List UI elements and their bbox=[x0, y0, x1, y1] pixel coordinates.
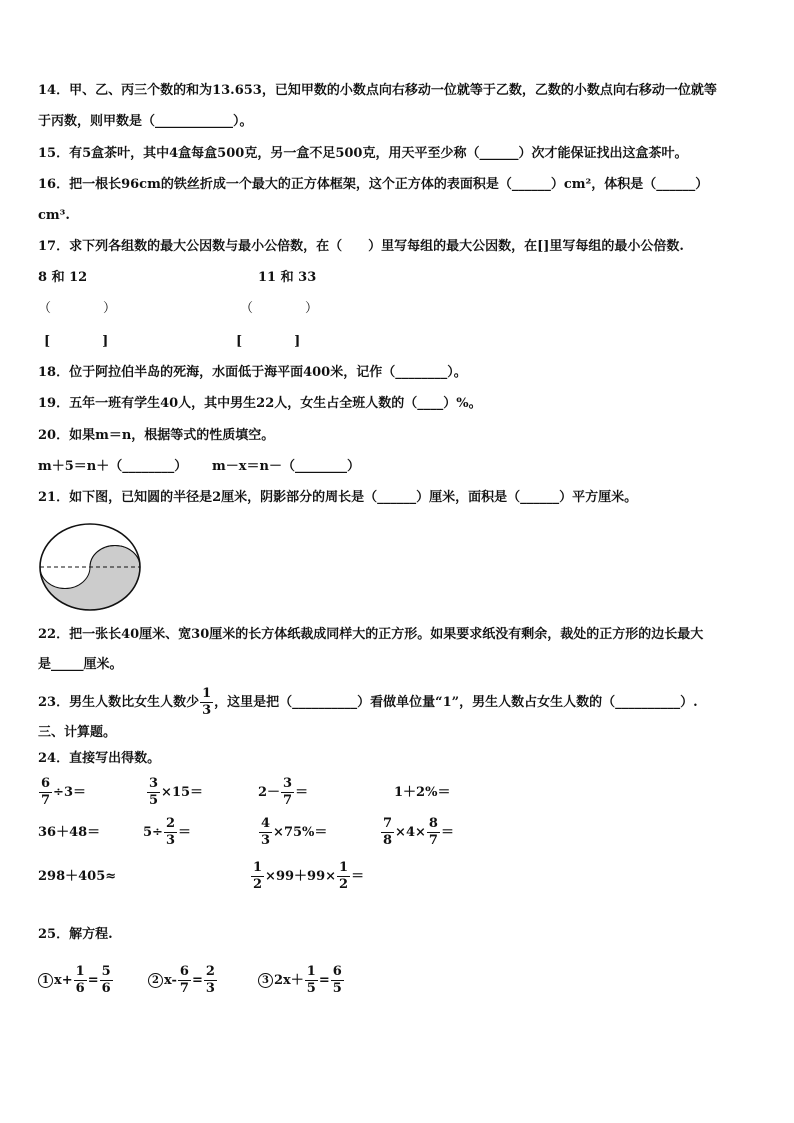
q24-r1-c: 2－ $\frac{3}{7}$ ＝ bbox=[258, 776, 309, 808]
q20-eq2: m－x＝n－（________） bbox=[212, 459, 360, 474]
q24-r1-d: 1＋2%＝ bbox=[394, 785, 451, 800]
circled-number-2: 2 bbox=[148, 973, 163, 988]
q25-eq1: 1 x+ $\frac{1}{6}$ = $\frac{5}{6}$ bbox=[38, 964, 114, 998]
section-3-title: 三、计算题。 bbox=[38, 725, 117, 740]
q16-line1: 16．把一根长96cm的铁丝折成一个最大的正方体框架，这个正方体的表面积是（______）cm²，体积是（______） bbox=[38, 177, 709, 192]
q23-fraction: $\frac{1}{3}$ bbox=[202, 686, 212, 718]
q20-eq1: m＋5＝n＋（________） bbox=[38, 459, 188, 474]
q24-r3-b: $\frac{1}{2}$ ×99＋99× $\frac{1}{2}$ ＝ bbox=[253, 860, 365, 892]
q22-line1: 22．把一张长40厘米、宽30厘米的长方体纸裁成同样大的正方形。如果要求纸没有剩余，裁处的正方形的边长最大 bbox=[38, 627, 704, 642]
circled-number-3: 3 bbox=[258, 973, 273, 988]
q24-r2-b: 5÷ $\frac{2}{3}$ ＝ bbox=[143, 816, 192, 848]
q17-group1-bracket: [ ] bbox=[44, 334, 109, 349]
q15-text: 15．有5盒茶叶，其中4盒每盒500克，另一盒不足500克，用天平至少称（______）次才能保证找出这盒茶叶。 bbox=[38, 146, 688, 161]
q23-after: ，这里是把（__________）看做单位量“1”，男生人数占女生人数的（__________）. bbox=[214, 695, 698, 710]
q20-text: 20．如果m＝n，根据等式的性质填空。 bbox=[38, 428, 275, 443]
q24-r3-a: 298＋405≈ bbox=[38, 869, 117, 884]
shaded-region bbox=[40, 546, 140, 611]
q25-eq2: 2 x- $\frac{6}{7}$ = $\frac{2}{3}$ bbox=[148, 964, 218, 998]
q25-title: 25．解方程. bbox=[38, 927, 113, 942]
q24-r2-a: 36＋48＝ bbox=[38, 825, 101, 840]
q14-line2: 于丙数，则甲数是（____________）。 bbox=[38, 114, 253, 129]
q23-before: 23．男生人数比女生人数少 bbox=[38, 695, 200, 710]
q16-line2: cm³. bbox=[38, 208, 70, 223]
q24-r1-a: $\frac{6}{7}$ ÷3＝ bbox=[41, 776, 86, 808]
q24-r2-d: $\frac{7}{8}$ ×4× $\frac{8}{7}$ ＝ bbox=[383, 816, 454, 848]
circled-number-1: 1 bbox=[38, 973, 53, 988]
q17-group1-paren: （ ） bbox=[38, 301, 117, 316]
q17-group2-bracket: [ ] bbox=[236, 334, 301, 349]
q22-line2: 是_____厘米。 bbox=[38, 657, 123, 672]
q24-r2-c: $\frac{4}{3}$ ×75%＝ bbox=[261, 816, 328, 848]
q24-r1-b: $\frac{3}{5}$ ×15＝ bbox=[149, 776, 204, 808]
q17-group2-label: 11 和 33 bbox=[258, 270, 317, 285]
q18-text: 18．位于阿拉伯半岛的死海，水面低于海平面400米，记作（________）。 bbox=[38, 365, 467, 380]
q21-text: 21．如下图，已知圆的半径是2厘米，阴影部分的周长是（______）厘米，面积是（______）平方厘米。 bbox=[38, 490, 638, 505]
q14-line1: 14．甲、乙、丙三个数的和为13.653，已知甲数的小数点向右移动一位就等于乙数，乙数的小数点向右移动一位就等 bbox=[38, 83, 717, 98]
q24-title: 24．直接写出得数。 bbox=[38, 751, 161, 766]
q17-group2-paren: （ ） bbox=[240, 301, 319, 316]
circle-figure bbox=[38, 522, 142, 612]
q23-text bbox=[38, 686, 698, 719]
q19-text: 19．五年一班有学生40人，其中男生22人，女生占全班人数的（____）%。 bbox=[38, 396, 482, 411]
q25-eq3: 3 2x＋ $\frac{1}{5}$ = $\frac{6}{5}$ bbox=[258, 964, 345, 998]
q17-text: 17．求下列各组数的最大公因数与最小公倍数，在（ ）里写每组的最大公因数，在[]里写每组的最小公倍数. bbox=[38, 239, 684, 254]
q17-group1-label: 8 和 12 bbox=[38, 270, 88, 285]
